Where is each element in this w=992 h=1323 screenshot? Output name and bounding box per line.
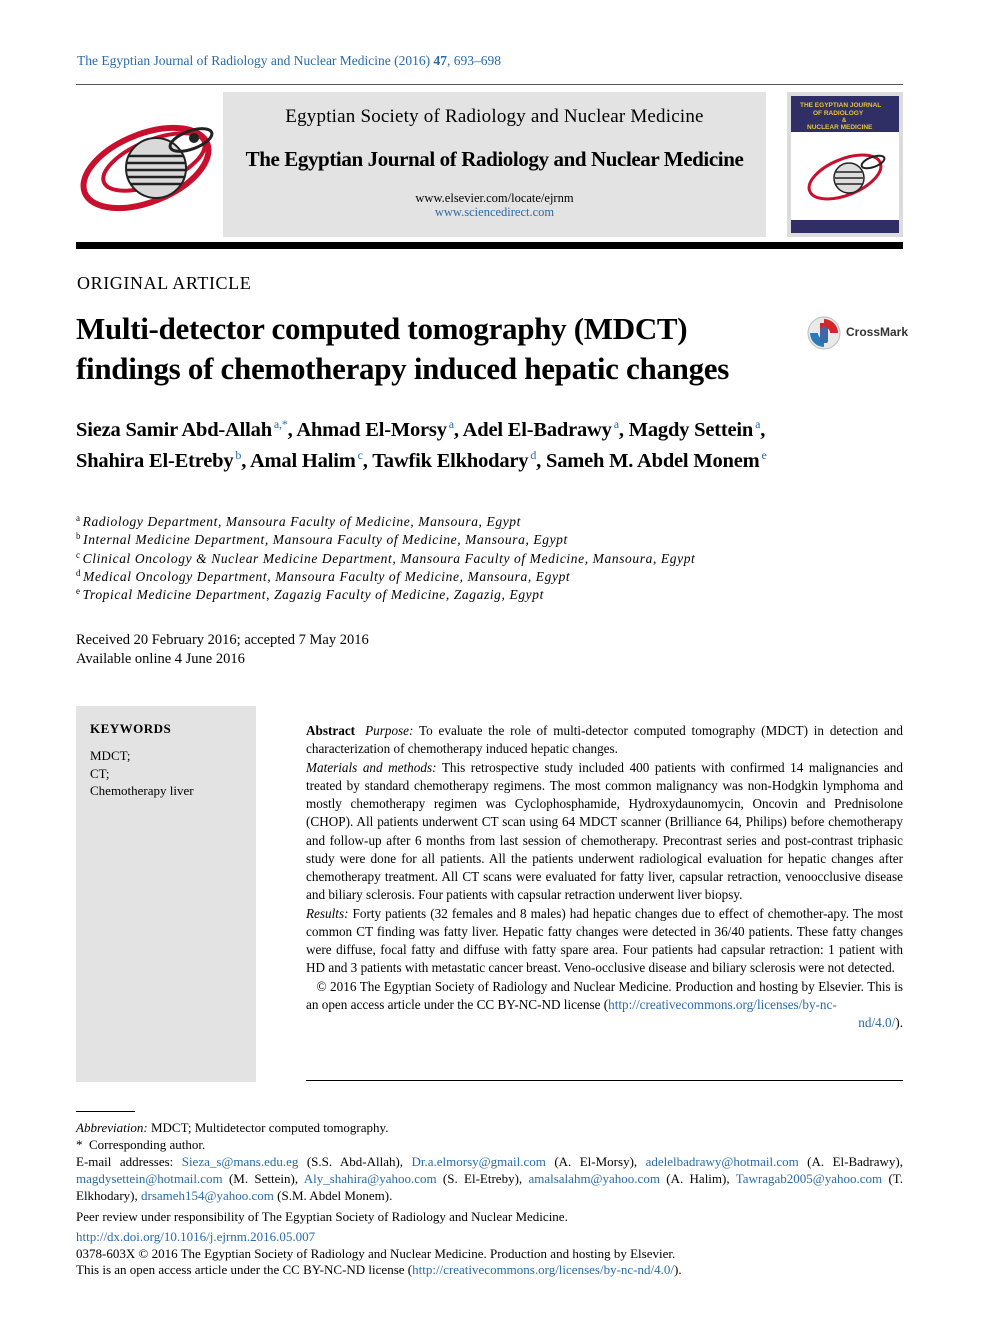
asterisk: * (76, 1137, 83, 1152)
affiliation: $^a$ Radiology Department, Mansoura Faculty of Medicine, Mansoura, Egypt (76, 513, 521, 529)
abbreviation-note: Abbreviation: MDCT; Multidetector computed tomography. (76, 1120, 389, 1135)
masthead (76, 92, 903, 238)
email-addresses: E-mail addresses: Sieza_s@mans.edu.eg (S.S. Abd-Allah), Dr.a.elmorsy@gmail.com (A. El-Morsy), adelelbadrawy@hotmail.com (A. El-Badrawy), magdysettein@hotmail.com (M. Settein), Aly_shahira@yahoo.com (S. El-Etreby), amalsalahm@yahoo.com (A. Halim), Tawragab2005@yahoo.com (T. Elkhodary), drsameh154@yahoo.com (S.M. Abdel Monem). (76, 1154, 903, 1203)
email-link[interactable]: drsameh154@yahoo.com (140, 1188, 274, 1203)
received-date: Received 20 February 2016; accepted 7 May 2016 (76, 632, 369, 648)
journal-name: The Egyptian Journal of Radiology and Nuclear Medicine (245, 147, 744, 171)
doi-block (76, 1229, 903, 1279)
footnote-rule (76, 1111, 135, 1112)
keywords-heading: KEYWORDS (90, 721, 172, 736)
society-logo-icon (76, 110, 221, 220)
crossmark-button[interactable] (806, 315, 909, 351)
crossmark-label: CrossMark (846, 325, 909, 339)
article-title: Multi-detector computed tomography (MDCT) findings of chemotherapy induced hepatic changes (76, 311, 730, 386)
author[interactable]: Sieza Samir Abd-Allah $^{a,*}$ (76, 417, 288, 441)
author[interactable]: Sameh M. Abdel Monem $^e$ (546, 448, 767, 472)
license-url-link[interactable]: http://creativecommons.org/licenses/by-nc-nd/4.0/ (412, 1262, 674, 1277)
article-type: ORIGINAL ARTICLE (77, 273, 252, 293)
keyword: CT; (90, 765, 110, 781)
license-link[interactable]: http://creativecommons.org/licenses/by-nc- (608, 996, 837, 1012)
keyword: MDCT; (90, 748, 131, 763)
header-rule (76, 84, 903, 85)
email-link[interactable]: adelelbadrawy@hotmail.com (645, 1154, 799, 1169)
issn-line: 0378-603X © 2016 The Egyptian Society of Radiology and Nuclear Medicine. Production and hosting by Elsevier. (76, 1245, 676, 1261)
author[interactable]: Amal Halim $^c$ (249, 448, 363, 472)
author[interactable]: Magdy Settein $^a$ (628, 417, 761, 441)
affiliation: $^e$ Tropical Medicine Department, Zagazig Faculty of Medicine, Zagazig, Egypt (76, 586, 544, 603)
affiliation-list (76, 513, 695, 604)
email-link[interactable]: Tawragab2005@yahoo.com (735, 1171, 883, 1186)
license-line: This is an open access article under the CC BY-NC-ND license (http://creativecommons.org/licenses/by-nc-nd/4.0/). (76, 1262, 682, 1277)
article-dates (76, 631, 369, 669)
footnotes (76, 1119, 903, 1225)
author-list: Sieza Samir Abd-Allah $^{a,*}$, Ahmad El-Morsy $^a$, Adel El-Badrawy $^a$, Magdy Settein $^a$, Shahira El-Etreby $^b$, Amal Halim $^c$, Tawfik Elkhodary $^d$, Sameh M. Abdel Monem $^e$ (76, 417, 767, 472)
keywords-box (76, 706, 256, 1082)
email-link[interactable]: magdysettein@hotmail.com (76, 1171, 223, 1186)
crossmark-icon (806, 315, 842, 351)
journal-cover-icon[interactable] (787, 92, 903, 237)
license-link-cont[interactable]: nd/4.0/ (858, 1015, 896, 1030)
abstract-purpose: Abstract Purpose: To evaluate the role of multi-detector computed tomography (MDCT) in detection and characterization of chemotherapy induced hepatic changes. (306, 723, 903, 757)
doi-link[interactable]: http://dx.doi.org/10.1016/j.ejrnm.2016.05.007 (76, 1229, 316, 1244)
email-link[interactable]: Sieza_s@mans.edu.eg (181, 1154, 299, 1169)
svg-text:THE EGYPTIAN JOURNAL: THE EGYPTIAN JOURNAL (800, 102, 882, 109)
author[interactable]: Adel El-Badrawy $^a$ (462, 417, 619, 441)
affiliation: $^b$ Internal Medicine Department, Mansoura Faculty of Medicine, Mansoura, Egypt (76, 531, 568, 548)
masthead-box (223, 92, 766, 237)
keyword: Chemotherapy liver (90, 783, 194, 798)
online-date: Available online 4 June 2016 (76, 651, 245, 667)
abstract-results: Results: Forty patients (32 females and 8 males) had hepatic changes due to effect of chemother-apy. The most common CT finding was fatty liver. Hepatic fatty changes were detected in 36/40 patients. These fatty changes were diffuse, focal fatty and diffuse with fatty spare area. Four patients had capsular retraction: 1 patient with HD and 3 patients with metastatic cancer breast. Veno-occlusive disease and biliary sclerosis were not detected. (306, 905, 904, 976)
keywords-list (90, 747, 194, 800)
peer-review-note: Peer review under responsibility of The Egyptian Society of Radiology and Nuclear Medicine. (76, 1209, 568, 1224)
affiliation: $^d$ Medical Oncology Department, Mansoura Faculty of Medicine, Mansoura, Egypt (76, 567, 571, 584)
citation-pages: , 693–698 (447, 53, 502, 68)
email-link[interactable]: Aly_shahira@yahoo.com (303, 1171, 437, 1186)
sciencedirect-url[interactable]: www.sciencedirect.com (434, 205, 555, 219)
abstract-methods: Materials and methods: This retrospective study included 400 patients with confirmed 14 malignancies and treated by standard chemotherapy regimens. The most common malignancy was non-Hodgkin lymphoma and mostly chemotherapy regimen was Cyclophosphamide, Hydroxydaunomycin, Oncovin and Prednisolone (CHOP). All patients underwent CT scan using 64 MDCT scanner (Brilliance 64, Philips) before chemotherapy and follow-up after 6 months from last session of chemotherapy. Precontrast series and post-contrast triphasic study were done for all patients. All the patients underwent radiological evaluation for hepatic changes after chemotherapy treatment. All CT scans were evaluated for fatty liver, capsular retraction, venoocclusive disease and biliary sclerosis. Four patients with capsular retraction underwent liver biopsy. (306, 759, 903, 903)
masthead-rule (76, 242, 903, 249)
elsevier-url[interactable]: www.elsevier.com/locate/ejrnm (415, 191, 574, 205)
abstract-label: Abstract (306, 723, 356, 738)
svg-text:&: & (842, 118, 847, 124)
author[interactable]: Tawfik Elkhodary $^d$ (372, 448, 537, 472)
abstract: Abstract Purpose: To evaluate the role of multi-detector computed tomography (MDCT) in detection and characterization of chemotherapy induced hepatic changes. Materials and methods: This retrospective study included 400 patients with confirmed 14 malignancies and treated by standard chemotherapy regimens. The most common malignancy was non-Hodgkin lymphoma and mostly chemotherapy regimen was Cyclophosphamide, Hydroxydaunomycin, Oncovin and Prednisolone (CHOP). All patients underwent CT scan using 64 MDCT scanner (Brilliance 64, Philips) before chemotherapy and follow-up after 6 months from last session of chemotherapy. Precontrast series and post-contrast triphasic study were done for all patients. All the patients underwent radiological evaluation for hepatic changes after chemotherapy treatment. All CT scans were evaluated for fatty liver, capsular retraction, venoocclusive disease and biliary sclerosis. Four patients with capsular retraction underwent liver biopsy. Results: Forty patients (32 females and 8 males) had hepatic changes due to effect of chemother-apy. The most common CT finding was fatty liver. Hepatic fatty changes were detected in 36/40 patients. These fatty changes were diffuse, focal fatty and diffuse with fatty spare area. Four patients had capsular retraction: 1 patient with HD and 3 patients with metastatic cancer breast. Veno-occlusive disease and biliary sclerosis were not detected. © 2016 The Egyptian Society of Radiology and Nuclear Medicine. Production and hosting by Elsevier. This is an open access article under the CC BY-NC-ND license (http://creativecommons.org/licenses/by-nc- nd/4.0/). (306, 723, 904, 1030)
abstract-copyright: © 2016 The Egyptian Society of Radiology and Nuclear Medicine. Production and hosting by Elsevier. This is an open access article under the CC BY-NC-ND license (http://creativecommons.org/licenses/by-nc- (306, 978, 903, 1012)
author[interactable]: Shahira El-Etreby $^b$ (76, 448, 242, 472)
email-link[interactable]: Dr.a.elmorsy@gmail.com (411, 1154, 546, 1169)
journal-citation[interactable] (77, 53, 501, 69)
citation-volume: 47 (433, 53, 448, 68)
citation-journal: The Egyptian Journal of Radiology and Nuclear Medicine (2016) (77, 53, 434, 68)
svg-text:OF RADIOLOGY: OF RADIOLOGY (813, 110, 864, 117)
affiliation: $^c$ Clinical Oncology & Nuclear Medicine Department, Mansoura Faculty of Medicine, Mansoura, Egypt (76, 549, 696, 566)
abstract-rule (306, 1080, 903, 1081)
email-link[interactable]: amalsalahm@yahoo.com (528, 1171, 660, 1186)
society-name: Egyptian Society of Radiology and Nuclear Medicine (285, 106, 704, 127)
author[interactable]: Ahmad El-Morsy $^a$ (296, 417, 454, 441)
svg-text:NUCLEAR MEDICINE: NUCLEAR MEDICINE (807, 124, 873, 131)
corresponding-note: * Corresponding author. (76, 1137, 206, 1152)
